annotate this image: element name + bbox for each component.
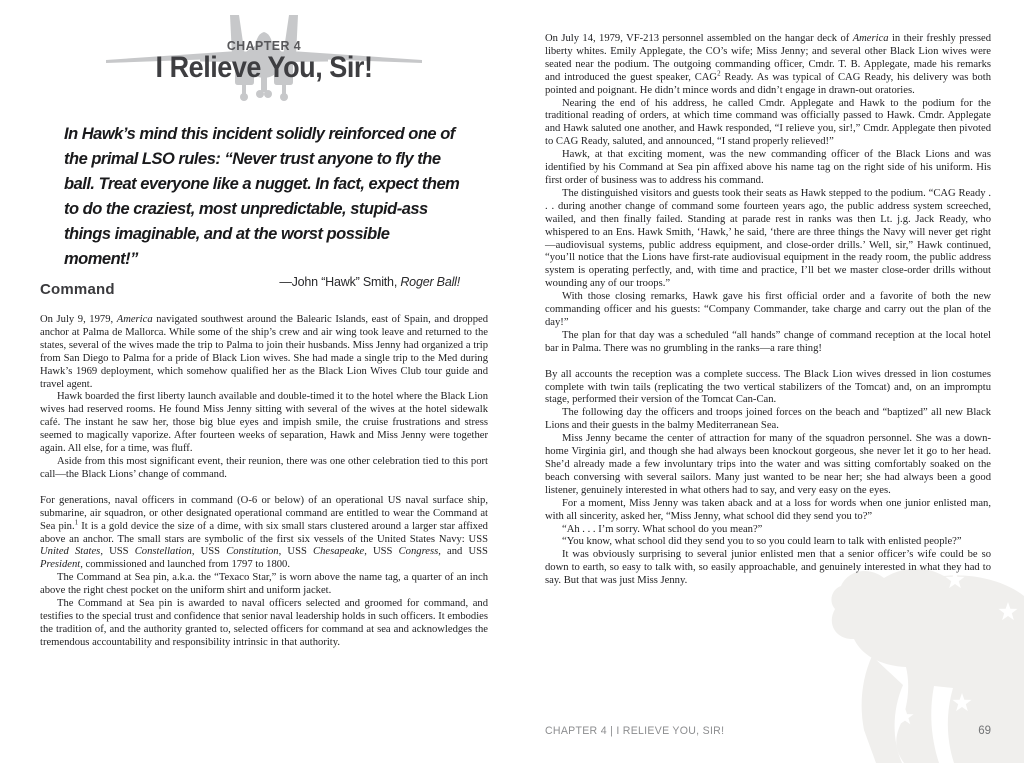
paragraph: “You know, what school did they send you to so you could learn to talk with enlisted people?”	[562, 536, 962, 548]
quote-attribution-source: Roger Ball!	[400, 275, 460, 289]
paragraph: The Command at Sea pin is awarded to naval officers selected and groomed for command, and testifies to the special trust and confidence that senior naval leadership holds in such officers. It embodies the tradition of, and the authority granted to, selected officers for command at sea and acknowledges the tremendous accountability and responsibility intrinsic in that authority.	[40, 598, 488, 648]
section-heading: Command	[40, 281, 115, 298]
paragraph: For generations, naval officers in command (O-6 or below) of an operational US naval surface ship, submarine, air squadron, or other designated operational command are entitled to wear the Command at Sea pin.$^1$ It is a gold device the size of a dime, with six small stars clustered around a larger star affixed above an anchor. The small stars are symbolic of the first six vessels of the United States Navy: USS United States, USS Constellation, USS Constitution, USS Chesapeake, USS Congress, and USS President, commissioned and launched from 1797 to 1800.	[40, 494, 488, 571]
paragraph: Aside from this most significant event, their reunion, there was one other celebration tied to this port call—the Black Lions’ change of command.	[40, 455, 488, 480]
chapter-label: CHAPTER 4	[226, 38, 302, 53]
quote-attribution	[64, 275, 460, 289]
paragraph: The Command at Sea pin, a.k.a. the “Texaco Star,” is worn above the name tag, a quarter of an inch above the right chest pocket on the uniform shirt and uniform jacket.	[40, 572, 488, 597]
paragraph: By all accounts the reception was a complete success. The Black Lion wives dressed in lion costumes complete with twin tails (replicating the two vertical stabilizers of the Tomcat) and, on an impromptu stage, performed their version of the Tomcat Can-Can.	[545, 368, 991, 406]
paragraph: On July 9, 1979, America navigated southwest around the Balearic Islands, east of Spain, and dropped anchor at Palma de Mallorca. While some of the ship’s crew and air wing took leave and returned to the states, several of the wives made the trip to Palma to join their husbands. Miss Jenny had organized a trip from San Diego to Palma for a pride of Black Lion wives. She had made a single trip to the Med during Hawk’s 1969 deployment, which somehow qualified her as the Black Lion Wives Club tour guide and travel agent.	[40, 314, 488, 390]
paragraph: Nearing the end of his address, he called Cmdr. Applegate and Hawk to the podium for the traditional reading of orders, at which time command was officially passed to Hawk. Cmdr. Applegate and Hawk saluted one another, and Hawk responded, “I relieve you, sir!,” Cmdr. Applegate then pivoted to CAG Ready, saluted, and announced, “I stand properly relieved!”	[545, 97, 991, 148]
body-text-left	[40, 314, 488, 650]
page-right	[545, 0, 991, 768]
paragraph: Hawk, at that exciting moment, was the new commanding officer of the Black Lions and was identified by his Command at Sea pin affixed above his name tag on the right side of his uniform. His first order of business was to address his command.	[545, 149, 991, 186]
paragraph: It was obviously surprising to several junior enlisted men that a senior officer’s wife could be so down to earth, so easy to talk with, so easily approachable, and genuinely interested in what they had to say. But that was just Miss Jenny.	[545, 549, 991, 587]
quote-attribution-name: —John “Hawk” Smith,	[279, 275, 401, 289]
paragraph: Miss Jenny became the center of attraction for many of the squadron personnel. She was a down-home Virginia girl, and though she had always been knockout gorgeous, she never let it go to her head. She’d already made a few involuntary trips into the water and was sitting comfortably soaked on the beach conversing with several sailors. Many just wanted to be near her; she had always been a good listener, genuinely interested in what others had to say, and very easy on the eyes.	[545, 433, 991, 496]
paragraph: The following day the officers and troops joined forces on the beach and “baptized” all new Black Lions and their guests in the balmy Mediterranean Sea.	[545, 407, 991, 432]
quote-text: In Hawk’s mind this incident solidly reinforced one of the primal LSO rules: “Never trust anyone to fly the ball. Treat everyone like a nugget. In fact, expect them to do the craziest, most unpredictable, stupid-ass things imaginable, and at the worst possible moment!”	[64, 125, 460, 268]
page-footer	[545, 725, 991, 737]
paragraph: With those closing remarks, Hawk gave his first official order and a favorite of both the new commanding officer and his guests: “Company Commander, take charge and carry out the plan of the day!”	[545, 291, 991, 328]
paragraph: “Ah . . . I’m sorry. What school do you mean?”	[562, 523, 763, 535]
page-left	[40, 0, 488, 768]
page-number: 69	[978, 725, 991, 737]
paragraph: On July 14, 1979, VF-213 personnel assembled on the hangar deck of America in their freshly pressed liberty whites. Emily Applegate, the CO’s wife; Miss Jenny; and several other Black Lion wives were seated near the podium. The outgoing commanding officer, Cmdr. T. B. Applegate, made his remarks and introduced the guest speaker, CAG$^2$ Ready. As was typical of CAG Ready, his delivery was both pointed and poignant. He didn’t mince words and didn’t engage in drawn-out oratories.	[545, 33, 991, 96]
pull-quote	[64, 122, 460, 289]
paragraph: For a moment, Miss Jenny was taken aback and at a loss for words when one junior enlisted man, with all sincerity, asked her, “Miss Jenny, what school did they send you to?”	[545, 497, 991, 522]
paragraph: The plan for that day was a scheduled “all hands” change of command reception at the local hotel bar in Palma. There was no grumbling in the ranks—a rare thing!	[545, 329, 991, 354]
paragraph: The distinguished visitors and guests took their seats as Hawk stepped to the podium. “CAG Ready . . . during another change of command some fourteen years ago, the public address system screeched, wailed, and then finally failed. Standing at parade rest in ranks was then Lt. j.g. Jack Ready, who whispered to an Ens. Hawk Smith, ‘Hawk,’ he said, ‘there are three things the Navy will never get right—audiovisual systems, public address equipment, and close-order drills.’ Well, sir,” Hawk continued, “you’ll notice that the Lions have first-rate audiovisual equipment in the ready room, the public address system is operating perfectly, and, with time and practice, I’ll bet we master close-order drills without wounding any of our troops.”	[545, 187, 991, 290]
body-text-right	[545, 33, 991, 588]
paragraph: Hawk boarded the first liberty launch available and double-timed it to the hotel where the Black Lion wives had reserved rooms. He found Miss Jenny sitting with several of the wives at the hotel sidewalk café. The instant he saw her, those big blue eyes and impish smile, the cruise frustrations and stress seemed to magically vaporize. After fourteen weeks of separation, Hawk and Miss Jenny were together again. All else, for a time, was fluff.	[40, 391, 488, 455]
running-head: CHAPTER 4 | I RELIEVE YOU, SIR!	[545, 725, 725, 737]
chapter-title: I Relieve You, Sir!	[155, 51, 373, 84]
chapter-header	[40, 0, 488, 105]
